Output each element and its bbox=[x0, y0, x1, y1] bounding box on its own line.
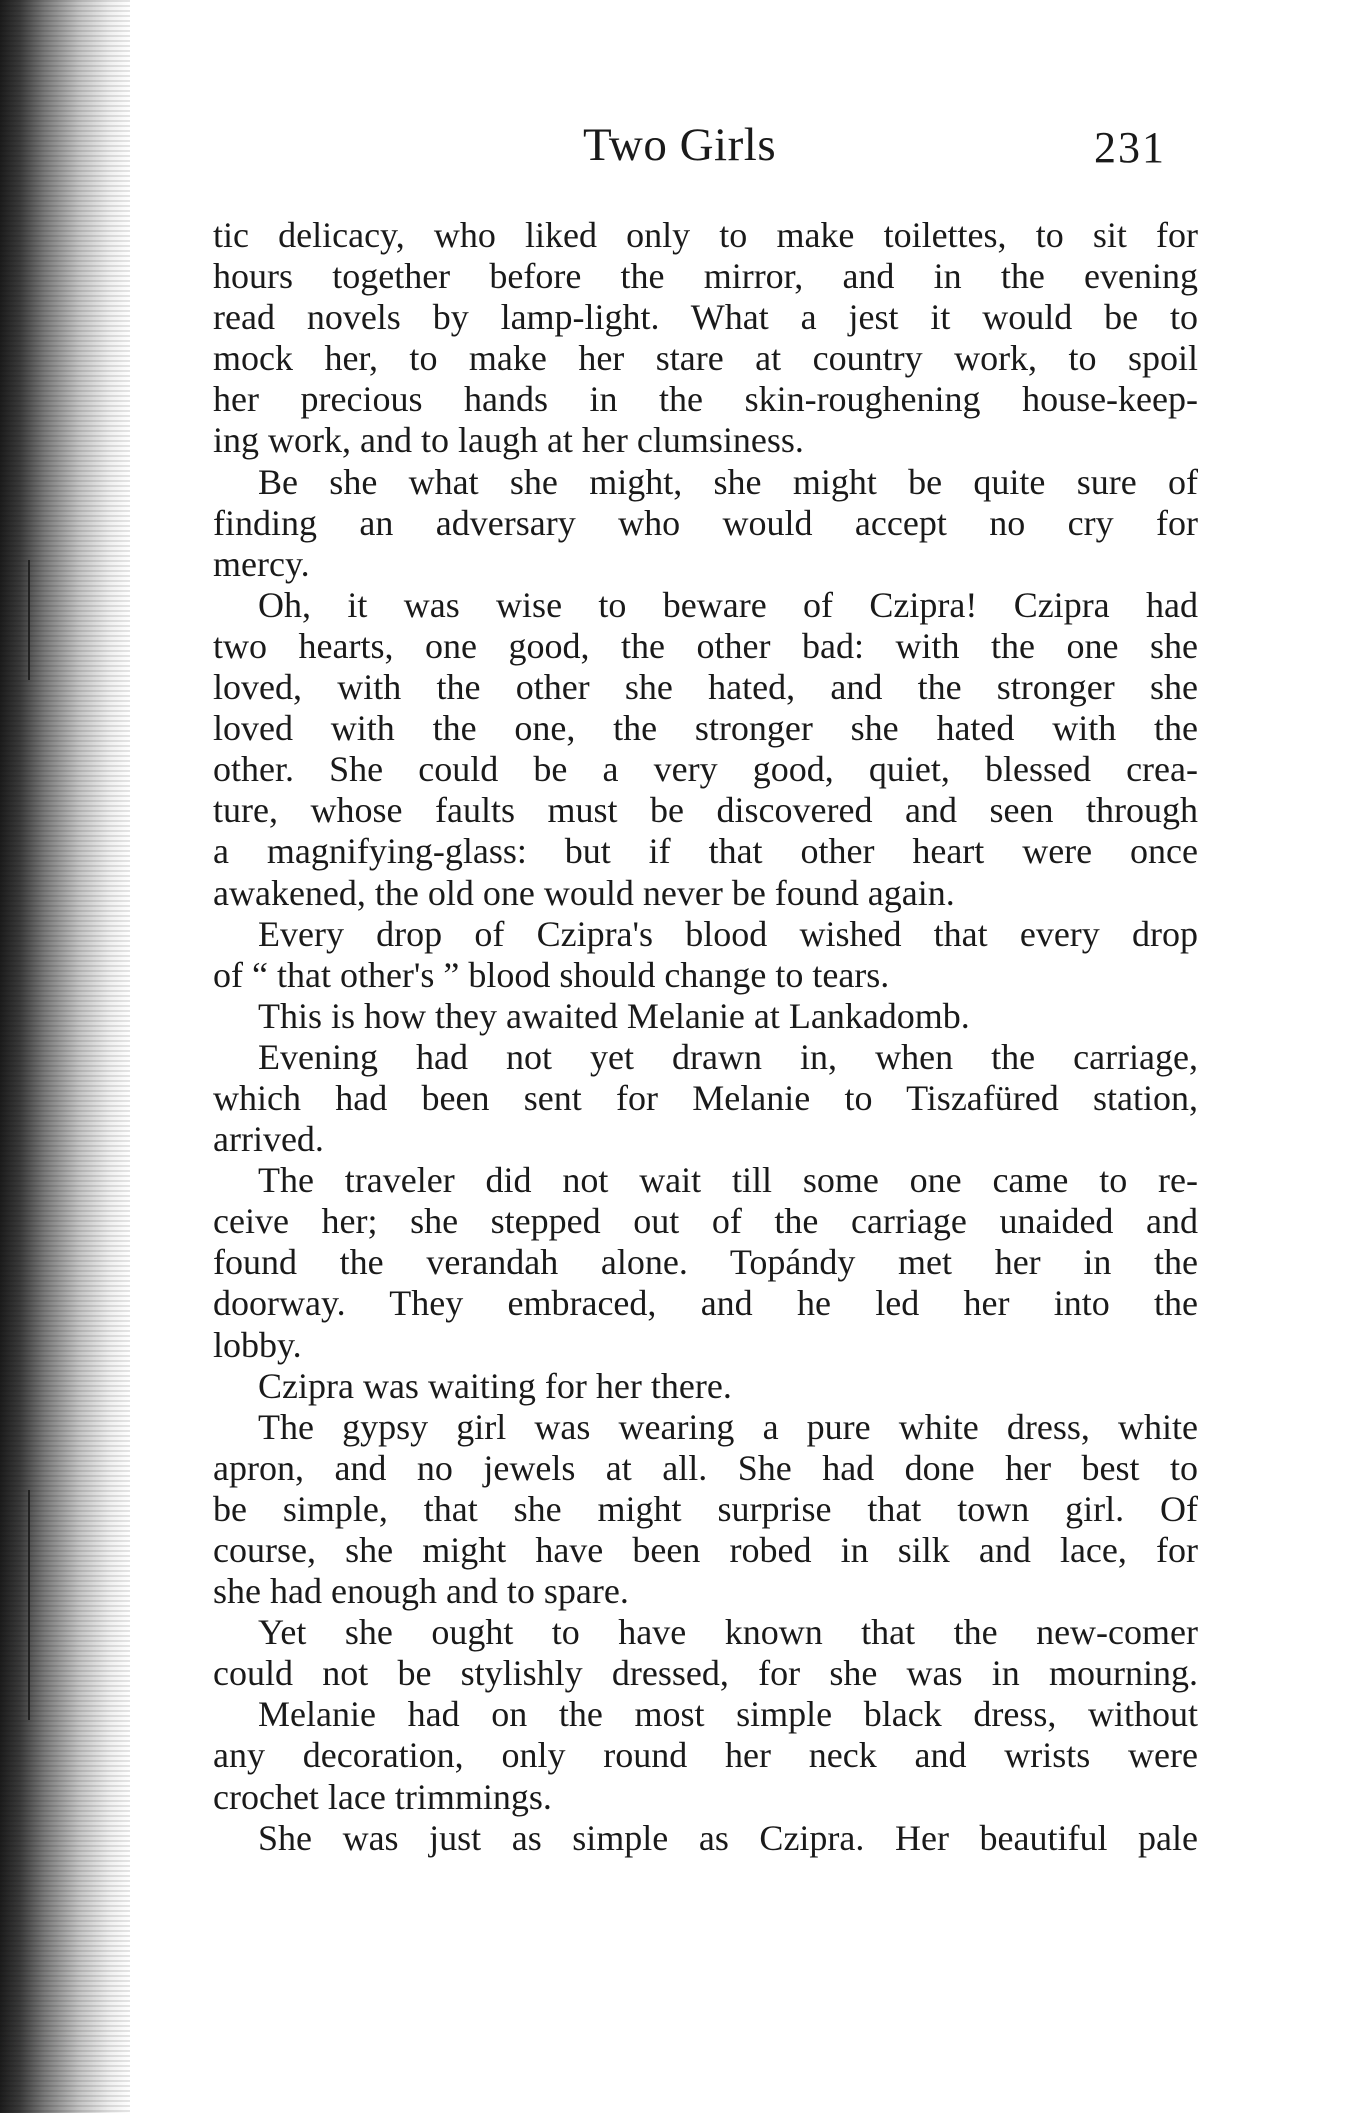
text-line: The gypsy girl was wearing a pure white dress, white bbox=[258, 1406, 1198, 1447]
text-line: ture, whose faults must be discovered and seen through bbox=[213, 790, 1198, 831]
text-line: Yet she ought to have known that the new-comer bbox=[258, 1612, 1198, 1653]
gutter-mark bbox=[28, 560, 30, 680]
gutter-mark bbox=[28, 1490, 30, 1720]
text-line: found the verandah alone. Topándy met her in the bbox=[213, 1242, 1198, 1283]
text-line: a magnifying-glass: but if that other heart were once bbox=[213, 831, 1198, 872]
text-line: loved, with the other she hated, and the stronger she bbox=[213, 667, 1198, 708]
text-line: other. She could be a very good, quiet, blessed crea- bbox=[213, 749, 1198, 790]
text-line: could not be stylishly dressed, for she was in mourning. bbox=[213, 1653, 1198, 1694]
text-line: arrived. bbox=[213, 1119, 324, 1160]
text-line: ing work, and to laugh at her clumsiness. bbox=[213, 420, 804, 461]
text-line: hours together before the mirror, and in the evening bbox=[213, 256, 1198, 297]
body-text bbox=[213, 215, 1198, 1859]
text-line: mercy. bbox=[213, 543, 310, 584]
page-header bbox=[0, 118, 1364, 178]
text-line: be simple, that she might surprise that town girl. Of bbox=[213, 1488, 1198, 1529]
text-line: course, she might have been robed in silk and lace, for bbox=[213, 1530, 1198, 1570]
text-line: tic delicacy, who liked only to make toilettes, to sit for bbox=[213, 215, 1198, 255]
text-line: She was just as simple as Czipra. Her beautiful pale bbox=[258, 1817, 1198, 1858]
text-line: Melanie had on the most simple black dress, without bbox=[258, 1694, 1198, 1735]
text-line: lobby. bbox=[213, 1324, 302, 1365]
text-line: The traveler did not wait till some one came to re- bbox=[258, 1160, 1198, 1201]
running-title: Two Girls bbox=[583, 119, 777, 171]
text-line: crochet lace trimmings. bbox=[213, 1776, 552, 1817]
text-line: Oh, it was wise to beware of Czipra! Czipra had bbox=[258, 584, 1198, 625]
text-line: apron, and no jewels at all. She had done her best to bbox=[213, 1447, 1198, 1488]
text-line: This is how they awaited Melanie at Lankadomb. bbox=[258, 995, 970, 1036]
text-line: Be she what she might, she might be quite sure of bbox=[258, 461, 1198, 502]
text-line: her precious hands in the skin-roughening house-keep- bbox=[213, 379, 1198, 420]
text-line: mock her, to make her stare at country work, to spoil bbox=[213, 338, 1198, 379]
page-number: 231 bbox=[1094, 123, 1166, 172]
binding-gutter-shadow bbox=[0, 0, 130, 2113]
text-line: finding an adversary who would accept no cry for bbox=[213, 502, 1198, 543]
text-line: of “ that other's ” blood should change to tears. bbox=[213, 954, 890, 995]
text-line: ceive her; she stepped out of the carriage unaided and bbox=[213, 1201, 1198, 1242]
text-line: any decoration, only round her neck and wrists were bbox=[213, 1735, 1198, 1776]
text-line: read novels by lamp-light. What a jest it would be to bbox=[213, 297, 1198, 338]
text-line: doorway. They embraced, and he led her into the bbox=[213, 1283, 1198, 1324]
text-line: which had been sent for Melanie to Tiszafüred station, bbox=[213, 1077, 1198, 1118]
text-line: she had enough and to spare. bbox=[213, 1571, 629, 1612]
text-line: Every drop of Czipra's blood wished that every drop bbox=[258, 913, 1198, 954]
text-line: loved with the one, the stronger she hated with the bbox=[213, 708, 1198, 749]
text-line: two hearts, one good, the other bad: with the one she bbox=[213, 625, 1198, 666]
text-line: Evening had not yet drawn in, when the carriage, bbox=[258, 1036, 1198, 1077]
text-line: awakened, the old one would never be found again. bbox=[213, 872, 955, 913]
text-line: Czipra was waiting for her there. bbox=[258, 1365, 732, 1406]
